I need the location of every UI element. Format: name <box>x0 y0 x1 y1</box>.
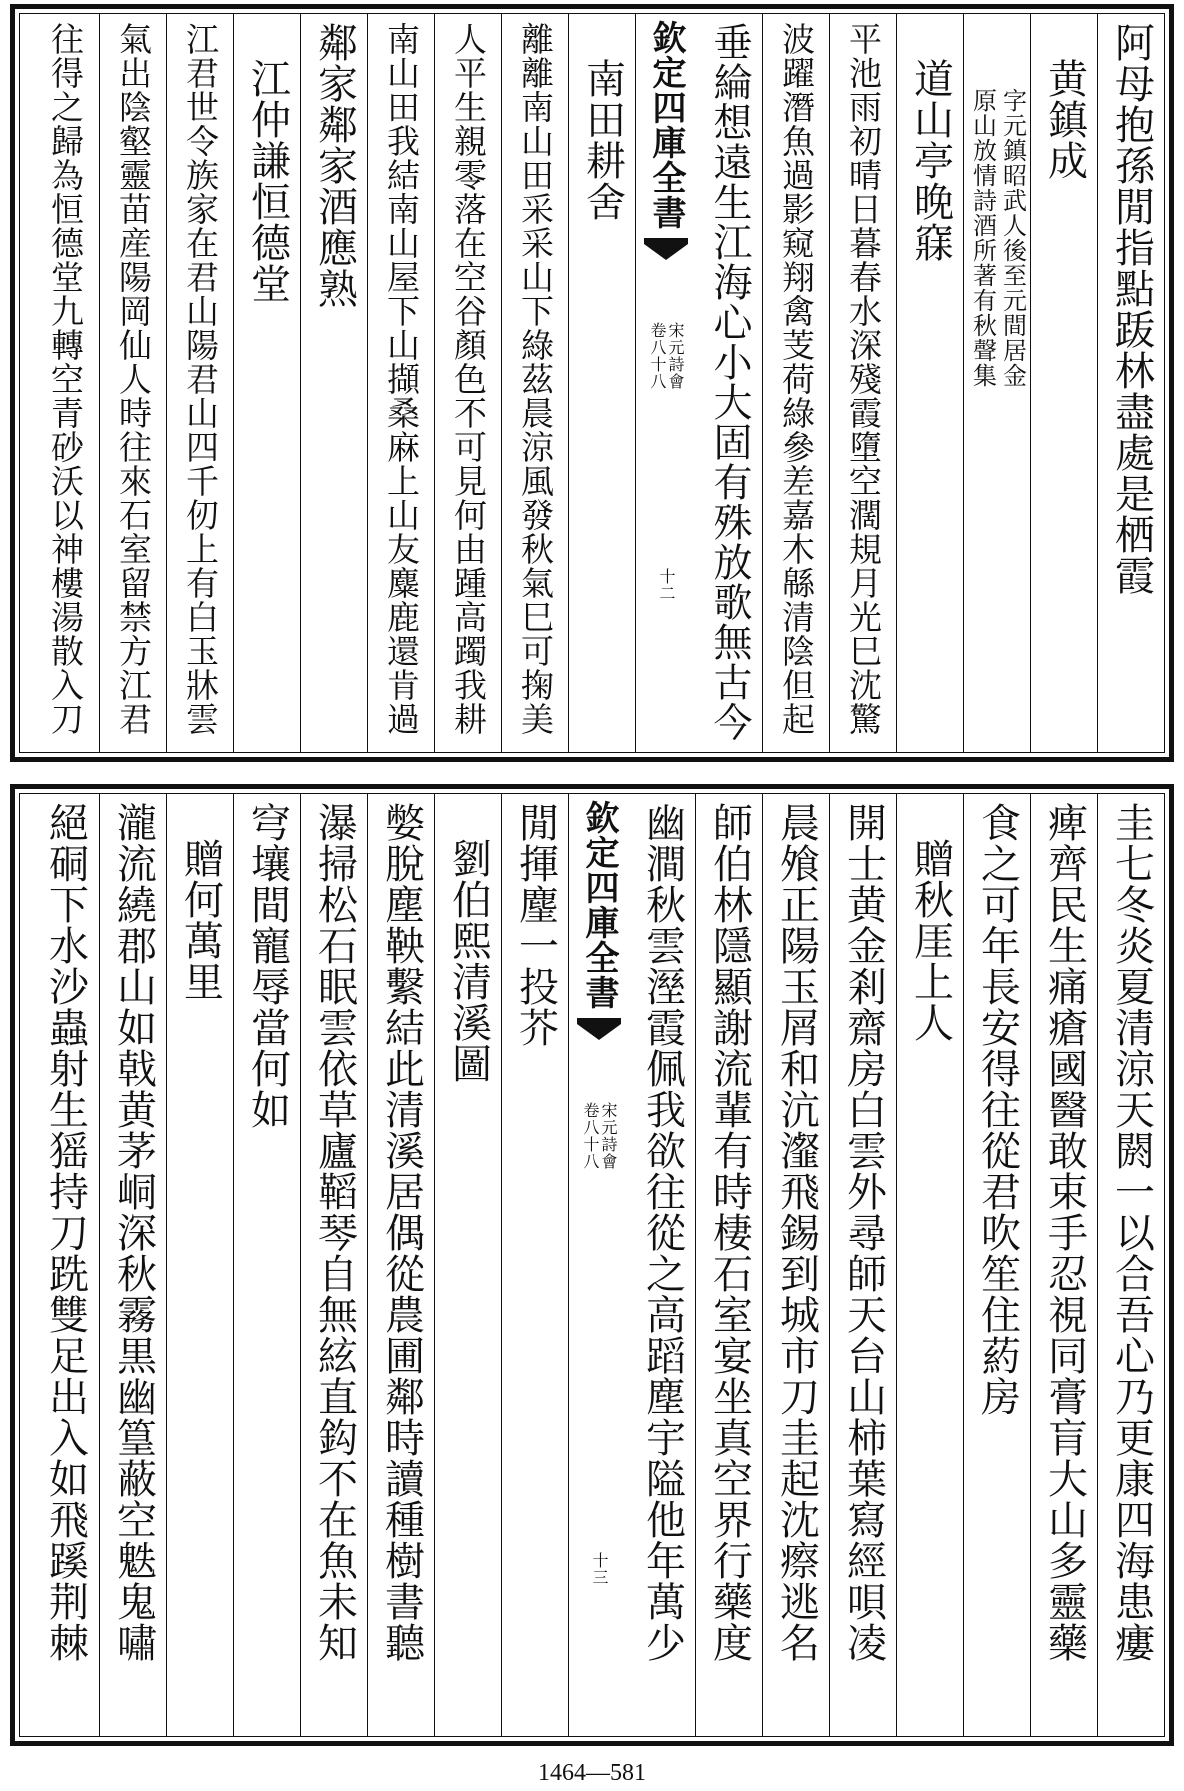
verse-line: 食之可年長安得往從君吹笙住葯房 <box>974 802 1021 1417</box>
text-column <box>695 14 763 752</box>
text-column <box>32 14 99 752</box>
verse-line: 閒揮麈一投芥 <box>512 802 559 1048</box>
poem-title: 劉伯熙清溪圖 <box>445 838 492 1084</box>
text-column <box>829 794 897 1736</box>
text-column <box>501 794 569 1736</box>
text-column <box>99 14 167 752</box>
poem-title-column <box>896 794 964 1736</box>
verse-line: 人平生親零落在空谷顏色不可見何由踵高躅我耕 <box>449 22 488 736</box>
book-name: 宋元詩會 <box>599 1102 618 1170</box>
bottom-page-frame <box>19 793 1165 1737</box>
verse-line: 嫳脫塵鞅繫結此清溪居偶從農圃鄰時讀種樹書聽 <box>378 802 425 1663</box>
verse-line: 絕硐下水沙蟲射生猺持刀跣雙足出入如飛蹊荆棘 <box>42 802 89 1663</box>
text-column <box>762 794 830 1736</box>
text-column <box>99 794 167 1736</box>
book-info <box>649 322 683 390</box>
verse-line: 氣出陰壑靈苗産陽岡仙人時往來石室留禁方江君 <box>114 22 153 736</box>
text-column <box>367 794 435 1736</box>
book-info <box>582 1102 616 1170</box>
author-note-line: 原山放情詩酒所著有秋聲集 <box>968 88 997 388</box>
text-column <box>1097 794 1165 1736</box>
collection-title: 欽定四庫全書 <box>579 800 619 1010</box>
verse-line: 穹壤間寵辱當何如 <box>244 802 291 1130</box>
collection-title: 欽定四庫全書 <box>646 20 686 230</box>
verse-line: 痺齊民生痛瘡國醫敢束手忍視同膏肓大山多靈藥 <box>1041 802 1088 1663</box>
verse-line: 往得之歸為恒德堂九轉空青砂沃以神樓湯散入刀 <box>46 22 85 736</box>
volume-label: 卷八十八 <box>648 322 667 390</box>
center-header-column <box>568 794 629 1736</box>
poem-title: 江仲謙恒德堂 <box>244 58 291 304</box>
text-column <box>762 14 830 752</box>
text-column <box>829 14 897 752</box>
volume-label: 卷八十八 <box>581 1102 600 1170</box>
bottom-page <box>10 784 1174 1746</box>
verse-line: 瀑掃松石眠雲依草廬鞱琴自無絃直鈎不在魚未知 <box>311 802 358 1663</box>
text-column <box>32 794 99 1736</box>
text-column <box>233 794 301 1736</box>
verse-line: 離離南山田采采山下綠茲晨涼風發秋氣巳可掬美 <box>516 22 555 736</box>
verse-line: 垂綸想遠生江海心小大固有殊放歌無古今 <box>707 22 752 742</box>
text-column <box>367 14 435 752</box>
verse-line: 阿母抱孫閒指點䟦林盡處是栖霞 <box>1108 22 1155 596</box>
author-note <box>968 88 1027 388</box>
top-page-frame <box>19 13 1165 753</box>
text-column <box>300 14 368 752</box>
author-note-line: 字元鎮昭武人後至元間居金 <box>998 88 1027 388</box>
leaf-number: 十三 <box>590 1552 609 1586</box>
poem-title: 黄鎮成 <box>1041 58 1088 181</box>
poem-title-column <box>166 794 234 1736</box>
verse-line: 鄰家鄰家酒應熟 <box>311 22 358 309</box>
poem-title: 道山亭晚𥧌 <box>907 58 954 263</box>
author-note-column <box>963 14 1031 752</box>
top-page <box>10 4 1174 762</box>
book-name: 宋元詩會 <box>666 322 685 390</box>
verse-line: 瀧流繞郡山如戟黄茅峒深秋霧黒幽篁蔽空䰡鬼嘯 <box>110 802 157 1663</box>
text-column <box>300 794 368 1736</box>
verse-line: 師伯林隱顯謝流輩有時棲石室宴坐真空界行藥度 <box>706 802 753 1663</box>
text-column <box>501 14 569 752</box>
fish-tail-mark-icon <box>644 238 688 262</box>
poem-title: 贈何萬里 <box>177 838 224 1002</box>
fish-tail-mark-icon <box>577 1018 621 1042</box>
poem-title: 贈秋厓上人 <box>907 838 954 1043</box>
poem-title-column <box>1030 14 1098 752</box>
poem-title-column <box>233 14 301 752</box>
verse-line: 晨飧正陽玉屑和沆瀣飛錫到城市刀圭起沈瘵逃名 <box>773 802 820 1663</box>
poem-title-column <box>896 14 964 752</box>
verse-line: 幽澗秋雲溼霞佩我欲往從之高蹈塵宇隘他年萬少 <box>639 802 686 1663</box>
text-column <box>1097 14 1165 752</box>
verse-line: 波躍潛魚過影窥翔禽芰荷綠參差嘉木緜清陰但起 <box>777 22 816 736</box>
text-column <box>1030 794 1098 1736</box>
text-column <box>434 14 502 752</box>
poem-title: 南田耕舍 <box>579 58 626 222</box>
page-footer-number: 1464—581 <box>538 1760 646 1786</box>
text-column <box>695 794 763 1736</box>
verse-line: 江君世令族家在君山陽君山四千仞上有白玉牀雲 <box>181 22 220 736</box>
text-column <box>628 794 696 1736</box>
text-column <box>166 14 234 752</box>
text-column <box>963 794 1031 1736</box>
verse-line: 平池雨初晴日暮春水深殘霞墮空濶規月光巳沈驚 <box>844 22 883 736</box>
verse-line: 南山田我結南山屋下山擷桑麻上山友麋鹿還肯過 <box>382 22 421 736</box>
verse-line: 圭七冬炎夏清涼天閼一以合吾心乃更康四海患瘻 <box>1108 802 1155 1663</box>
verse-line: 開士黄金剎齋房白雲外尋師天台山柿葉寫經唄凌 <box>840 802 887 1663</box>
poem-title-column <box>434 794 502 1736</box>
center-header-column <box>635 14 696 752</box>
poem-title-column <box>568 14 636 752</box>
leaf-number: 十二 <box>657 568 676 602</box>
